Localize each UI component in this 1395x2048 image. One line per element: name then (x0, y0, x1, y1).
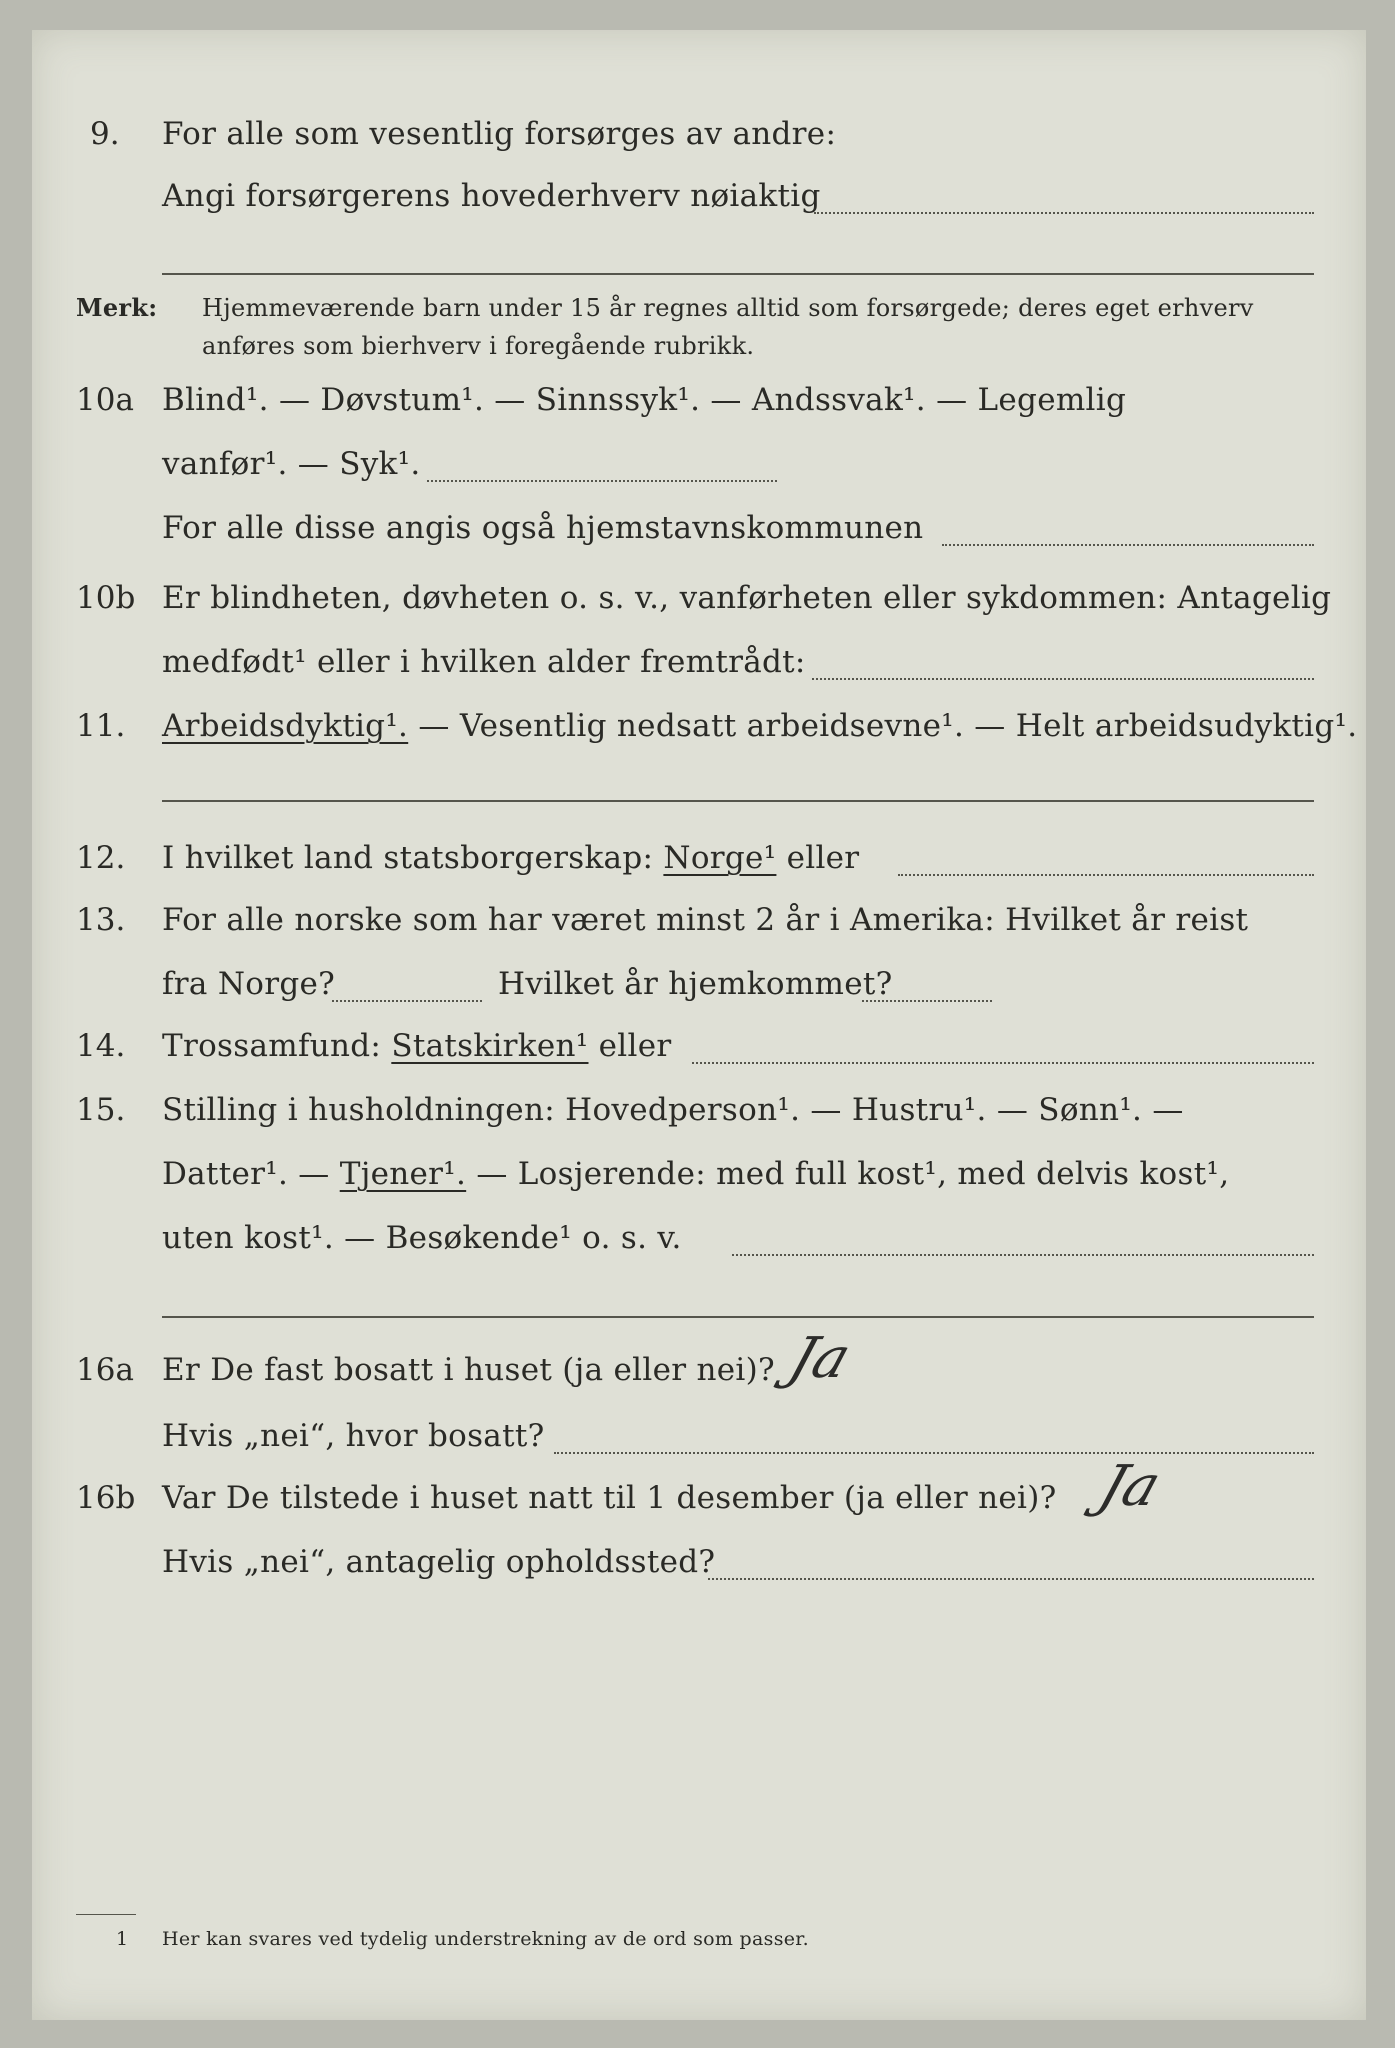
q12-answer-field[interactable] (898, 874, 1314, 876)
q9-line2: Angi forsørgerens hovederhverv nøiaktig (162, 178, 821, 214)
q16a-line1: Er De fast bosatt i huset (ja eller nei)? (162, 1352, 775, 1388)
q9-line1: For alle som vesentlig forsørges av andre: (162, 116, 837, 152)
q15-option-tjener[interactable]: Tjener¹. (339, 1156, 467, 1192)
q12-tail: eller (786, 840, 860, 876)
q12-option-norge[interactable]: Norge¹ (663, 840, 777, 876)
q15-line1: Stilling i husholdningen: Hovedperson¹. — Hustru¹. — Sønn¹. — (162, 1092, 1184, 1128)
q12-text: I hvilket land statsborgerskap: (162, 840, 654, 876)
q14-number: 14. (76, 1028, 126, 1064)
q10a-syk-field[interactable] (427, 480, 777, 482)
footnote-mark: 1 (116, 1928, 129, 1950)
q13-hjemkommet-field[interactable] (862, 1000, 992, 1002)
q15-line3: uten kost¹. — Besøkende¹ o. s. v. (162, 1220, 682, 1256)
q10b-line1: Er blindheten, døvheten o. s. v., vanførheten eller sykdommen: Antagelig (162, 580, 1332, 616)
q16a-bosatt-field[interactable] (554, 1452, 1314, 1454)
footnote-rule (76, 1914, 136, 1915)
q10a-number: 10a (76, 382, 134, 418)
merk-label: Merk: (76, 293, 158, 322)
q11-extra-line (162, 800, 1314, 802)
q13-number: 13. (76, 902, 126, 938)
footnote-text: Her kan svares ved tydelig understrekning av de ord som passer. (162, 1928, 809, 1950)
q15-extra-line (162, 1316, 1314, 1318)
q10b-line2: medfødt¹ eller i hvilken alder fremtrådt: (162, 644, 806, 680)
q13-line2b: Hvilket år hjemkommet? (498, 966, 893, 1002)
q16b-line1: Var De tilstede i huset natt til 1 desember (ja eller nei)? (162, 1480, 1057, 1516)
q16a-handwritten-answer: Ja (781, 1326, 859, 1391)
q16a-line2: Hvis „nei“, hvor bosatt? (162, 1418, 545, 1454)
q14-answer-field[interactable] (692, 1062, 1314, 1064)
q14-option-statskirken[interactable]: Statskirken¹ (391, 1028, 589, 1064)
q13-line1: For alle norske som har været minst 2 år i Amerika: Hvilket år reist (162, 902, 1249, 938)
q16b-handwritten-answer: Ja (1091, 1454, 1169, 1519)
q15-answer-field[interactable] (732, 1254, 1314, 1256)
merk-line2: anføres som bierhverv i foregående rubrikk. (202, 332, 755, 360)
q16b-opholdssted-field[interactable] (708, 1578, 1314, 1580)
q14-text: Trossamfund: (162, 1028, 382, 1064)
q12-number: 12. (76, 840, 126, 876)
q16a-number: 16a (76, 1352, 134, 1388)
q9-extra-line (162, 273, 1314, 275)
q11-rest: — Vesentlig nedsatt arbeidsevne¹. — Helt arbeidsudyktig¹. (418, 708, 1358, 744)
q15-line2a: Datter¹. — (162, 1156, 330, 1192)
q10a-line1: Blind¹. — Døvstum¹. — Sinnssyk¹. — Andssvak¹. — Legemlig (162, 382, 1127, 418)
census-form-page (32, 30, 1366, 2020)
q10a-line3: For alle disse angis også hjemstavnskommunen (162, 510, 924, 546)
q15-line2 (162, 1156, 1229, 1192)
q10b-answer-field[interactable] (812, 678, 1314, 680)
q10a-line2: vanfør¹. — Syk¹. (162, 446, 421, 482)
q14-tail: eller (598, 1028, 672, 1064)
q13-line2a: fra Norge? (162, 966, 336, 1002)
q14-line (162, 1028, 672, 1064)
q15-number: 15. (76, 1092, 126, 1128)
q15-line2c: — Losjerende: med full kost¹, med delvis kost¹, (476, 1156, 1230, 1192)
q9-answer-field[interactable] (814, 212, 1314, 214)
q16b-line2: Hvis „nei“, antagelig opholdssted? (162, 1544, 716, 1580)
q11-number: 11. (76, 708, 126, 744)
q11-line (162, 708, 1357, 744)
q16b-number: 16b (76, 1480, 136, 1516)
q10a-hjemstavn-field[interactable] (942, 544, 1314, 546)
q9-number: 9. (90, 116, 120, 152)
q12-line (162, 840, 859, 876)
q13-reist-field[interactable] (332, 1000, 482, 1002)
merk-line1: Hjemmeværende barn under 15 år regnes alltid som forsørgede; deres eget erhverv (202, 294, 1254, 322)
q10b-number: 10b (76, 580, 136, 616)
q11-option-arbeidsdyktig[interactable]: Arbeidsdyktig¹. (162, 708, 409, 744)
